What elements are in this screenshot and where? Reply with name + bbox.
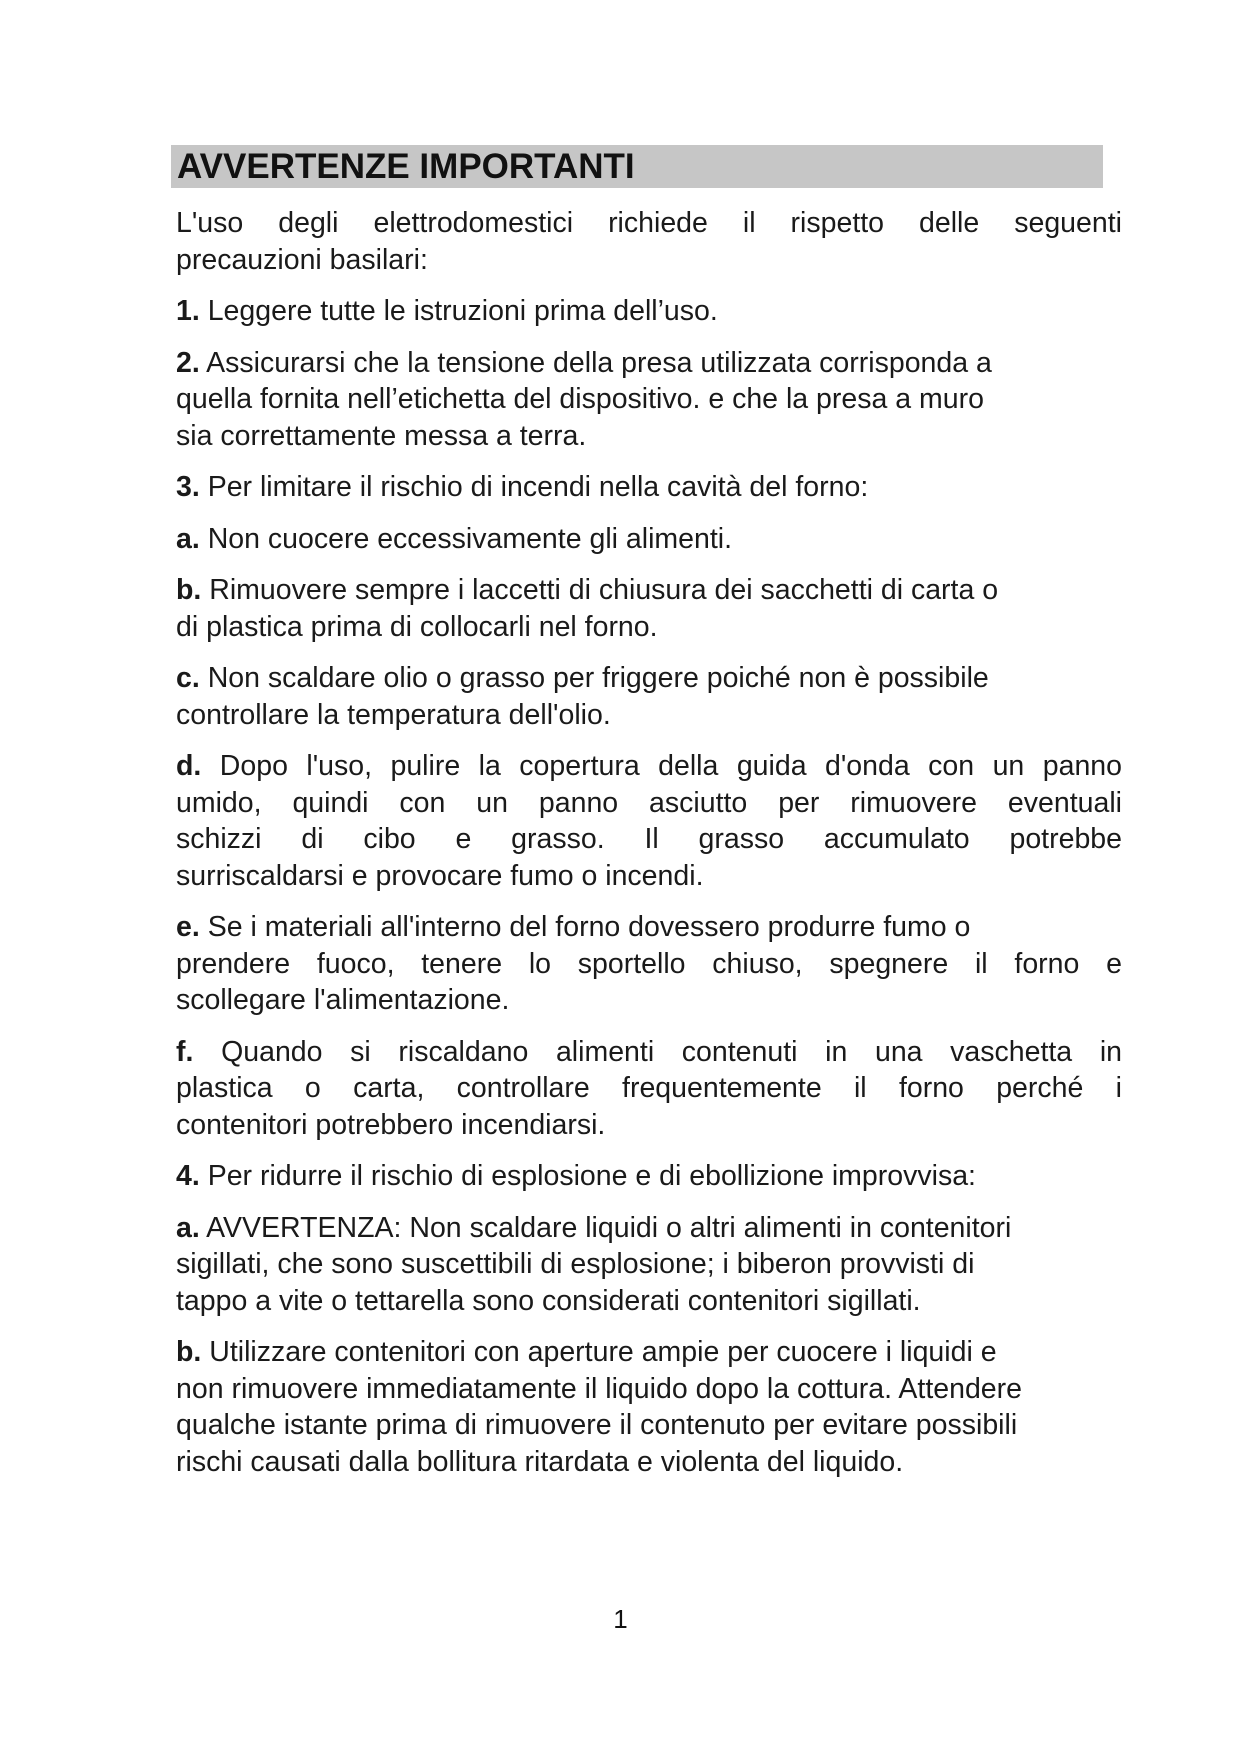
line-text: Rimuovere sempre i laccetti di chiusura dei sacchetti di carta o <box>201 574 999 606</box>
warning-paragraph <box>176 345 1122 455</box>
paragraph-line <box>176 1444 1122 1481</box>
paragraph-line <box>176 785 1122 822</box>
warning-paragraph <box>176 1210 1122 1320</box>
page-title: AVVERTENZE IMPORTANTI <box>177 147 635 186</box>
paragraph-line <box>176 521 1122 558</box>
item-marker: a. <box>176 522 200 555</box>
line-text: quella fornita nell’etichetta del dispositivo. e che la presa a muro <box>176 383 984 415</box>
line-text: Utilizzare contenitori con aperture ampie per cuocere i liquidi e <box>201 1336 997 1368</box>
item-marker: e. <box>176 911 200 943</box>
paragraph-line <box>176 909 1122 946</box>
paragraph-line <box>176 1034 1122 1071</box>
paragraph-line <box>176 858 1122 895</box>
paragraph-line <box>176 1334 1122 1371</box>
line-text: non rimuovere immediatamente il liquido dopo la cottura. Attendere <box>176 1372 1022 1405</box>
paragraph-line <box>176 418 1122 455</box>
paragraph-line <box>176 1371 1122 1408</box>
line-text: umido, quindi con un panno asciutto per rimuovere eventuali <box>176 786 1122 819</box>
line-text: rischi causati dalla bollitura ritardata e violenta del liquido. <box>176 1445 904 1478</box>
paragraph-line <box>176 205 1122 242</box>
paragraph-line <box>176 1210 1122 1247</box>
paragraph-line <box>176 821 1122 858</box>
paragraph-line <box>176 946 1122 983</box>
line-text: di plastica prima di collocarli nel forno. <box>176 610 658 643</box>
paragraph-line <box>176 748 1122 785</box>
paragraph-line <box>176 293 1122 330</box>
line-text: Leggere tutte le istruzioni prima dell’uso. <box>199 295 718 327</box>
line-text: contenitori potrebbero incendiarsi. <box>176 1108 606 1141</box>
line-text: surriscaldarsi e provocare fumo o incendi. <box>176 859 704 892</box>
warning-paragraph <box>176 572 1122 645</box>
item-marker: b. <box>176 574 202 606</box>
line-text: Dopo l'uso, pulire la copertura della guida d'onda con un panno <box>201 750 1122 782</box>
warning-paragraph <box>176 1034 1122 1144</box>
warning-paragraph <box>176 1158 1122 1195</box>
item-marker: 1. <box>176 295 200 327</box>
paragraph-line <box>176 1158 1122 1195</box>
line-text: Assicurarsi che la tensione della presa utilizzata corrisponda a <box>199 346 992 379</box>
paragraph-line <box>176 1283 1122 1320</box>
item-marker: 3. <box>176 471 200 503</box>
paragraph-line <box>176 982 1122 1019</box>
item-marker: c. <box>176 662 200 694</box>
line-text: L'uso degli elettrodomestici richiede il rispetto delle seguenti <box>176 207 1122 239</box>
line-text: qualche istante prima di rimuovere il contenuto per evitare possibili <box>176 1409 1018 1441</box>
warning-paragraph <box>176 1334 1122 1480</box>
item-marker: 4. <box>176 1160 200 1192</box>
item-marker: d. <box>176 750 202 782</box>
paragraph-line <box>176 469 1122 506</box>
line-text: AVVERTENZA: Non scaldare liquidi o altri alimenti in contenitori <box>199 1211 1012 1244</box>
item-marker: a. <box>176 1211 200 1244</box>
warning-paragraph <box>176 205 1122 278</box>
line-text: plastica o carta, controllare frequentemente il forno perché i <box>176 1072 1122 1104</box>
paragraph-line <box>176 660 1122 697</box>
paragraph-line <box>176 381 1122 418</box>
line-text: schizzi di cibo e grasso. Il grasso accumulato potrebbe <box>176 823 1122 855</box>
warning-paragraph <box>176 909 1122 1019</box>
paragraph-line <box>176 609 1122 646</box>
line-text: sia correttamente messa a terra. <box>176 419 587 452</box>
warning-paragraph <box>176 748 1122 894</box>
warning-paragraph <box>176 293 1122 330</box>
item-marker: 2. <box>176 346 200 379</box>
paragraph-line <box>176 242 1122 279</box>
line-text: precauzioni basilari: <box>176 243 428 276</box>
page-number: 1 <box>613 1604 628 1634</box>
line-text: scollegare l'alimentazione. <box>176 984 510 1016</box>
paragraph-line <box>176 1407 1122 1444</box>
line-text: sigillati, che sono suscettibili di esplosione; i biberon provvisti di <box>176 1248 975 1280</box>
line-text: controllare la temperatura dell'olio. <box>176 698 611 731</box>
paragraph-line <box>176 572 1122 609</box>
paragraph-line <box>176 345 1122 382</box>
line-text: tappo a vite o tettarella sono considerati contenitori sigillati. <box>176 1284 921 1317</box>
line-text: Non cuocere eccessivamente gli alimenti. <box>199 522 733 555</box>
warning-paragraph <box>176 521 1122 558</box>
line-text: prendere fuoco, tenere lo sportello chiuso, spegnere il forno e <box>176 947 1122 980</box>
item-marker: f. <box>176 1035 194 1068</box>
item-marker: b. <box>176 1336 202 1368</box>
paragraph-line <box>176 1070 1122 1107</box>
line-text: Non scaldare olio o grasso per friggere poiché non è possibile <box>199 662 989 694</box>
line-text: Quando si riscaldano alimenti contenuti in una vaschetta in <box>193 1035 1122 1068</box>
paragraph-line <box>176 1246 1122 1283</box>
warnings-list <box>176 205 1122 1495</box>
line-text: Se i materiali all'interno del forno dovessero produrre fumo o <box>199 911 971 943</box>
warning-paragraph <box>176 660 1122 733</box>
line-text: Per limitare il rischio di incendi nella cavità del forno: <box>199 471 869 503</box>
line-text: Per ridurre il rischio di esplosione e di ebollizione improvvisa: <box>199 1160 976 1192</box>
warning-paragraph <box>176 469 1122 506</box>
paragraph-line <box>176 697 1122 734</box>
paragraph-line <box>176 1107 1122 1144</box>
